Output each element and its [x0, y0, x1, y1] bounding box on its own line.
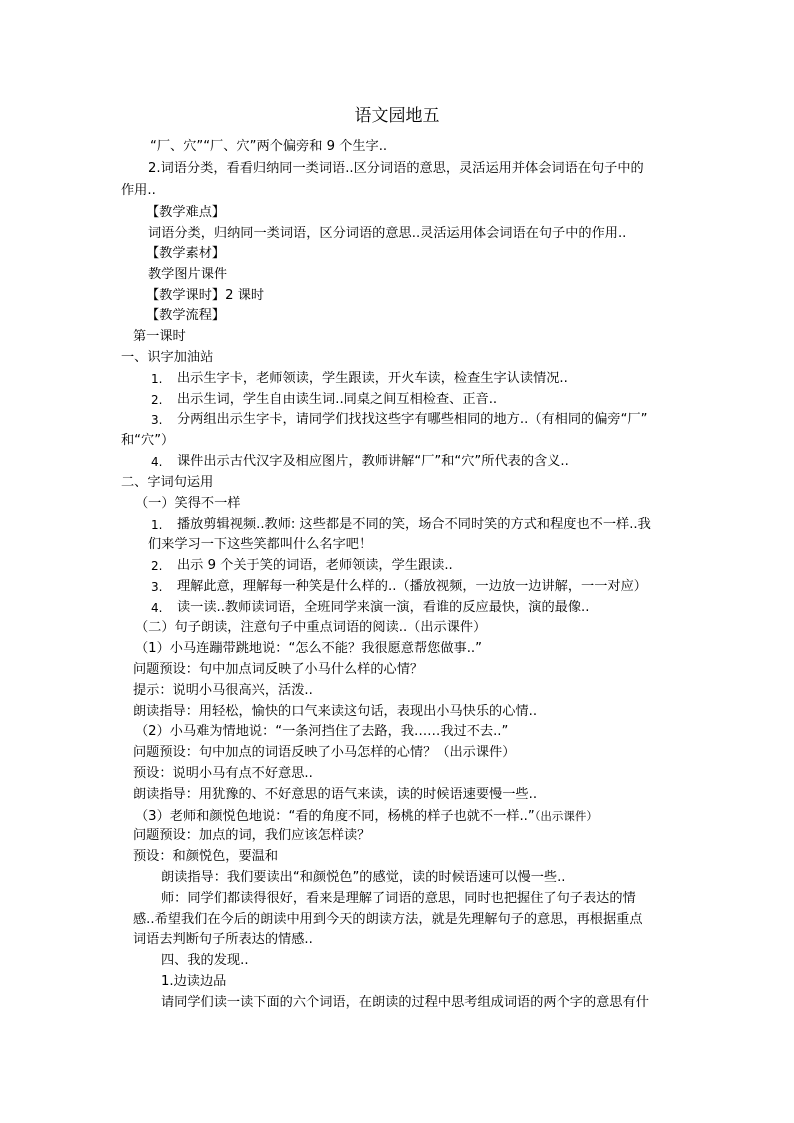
text-line: 问题预设：句中加点的词语反映了小马怎样的心情？（出示课件） — [133, 745, 516, 760]
section-heading: 【教学素材】 — [146, 246, 226, 261]
text-line: 问题预设：加点的词，我们应该怎样读？ — [133, 828, 371, 843]
list-number: 4. — [151, 601, 163, 615]
list-number: 1. — [151, 372, 163, 386]
text-line-note: （出示课件） — [534, 809, 598, 823]
text-line: 词语分类，归纳同一类词语，区分词语的意思..灵活运用体会词语在句子中的作用.. — [148, 226, 627, 241]
list-number: 3. — [151, 413, 163, 427]
subsection-heading: （二）句子朗读，注意句子中重点词语的阅读..（出示课件） — [135, 620, 487, 635]
text-line: 2.词语分类，看看归纳同一类词语..区分词语的意思，灵活运用并体会词语在句子中的 — [148, 161, 644, 176]
section-heading: 一、识字加油站 — [121, 350, 214, 365]
list-number: 1. — [151, 518, 163, 532]
text-line: 预设：说明小马有点不好意思.. — [133, 766, 313, 781]
list-item: 出示生字卡，老师领读，学生跟读，开火车读，检查生字认读情况.. — [177, 371, 568, 386]
text-line: 作用.. — [121, 183, 156, 198]
text-line: 朗读指导：用犹豫的、不好意思的语气来读，读的时候语速要慢一些.. — [133, 787, 538, 802]
text-line: 预设：和颜悦色，要温和 — [133, 849, 279, 864]
list-number: 2. — [151, 559, 163, 573]
text-line: 请同学们读一读下面的六个词语，在朗读的过程中思考组成词语的两个字的意思有什 — [161, 995, 649, 1010]
section-heading: 第一课时 — [133, 329, 186, 344]
list-number: 3. — [151, 580, 163, 594]
list-item: 分两组出示生字卡，请同学们找找这些字有哪些相同的地方..（有相同的偏旁“厂” — [177, 412, 648, 427]
list-item: 理解此意，理解每一种笑是什么样的..（播放视频，一边放一边讲解，一一对应） — [177, 579, 647, 594]
section-heading: 【教学课时】2 课时 — [146, 288, 265, 303]
list-item: 播放剪辑视频..教师: 这些都是不同的笑，场合不同时笑的方式和程度也不一样..我 — [177, 517, 651, 532]
text-line: 问题预设：句中加点词反映了小马什么样的心情？ — [133, 662, 424, 677]
section-heading: 【教学难点】 — [146, 205, 226, 220]
section-heading: 二、字词句运用 — [121, 475, 214, 490]
subsection-heading: （一）笑得不一样 — [135, 496, 241, 511]
text-line: 朗读指导：我们要读出“和颜悦色”的感觉，读的时候语速可以慢一些.. — [161, 870, 566, 885]
text-line: 和“穴”） — [121, 433, 175, 448]
text-line: （1）小马连蹦带跳地说：“怎么不能？我很愿意帮您做事..” — [135, 641, 482, 656]
text-line: 朗读指导：用轻松，愉快的口气来读这句话，表现出小马快乐的心情.. — [133, 704, 538, 719]
text-line: （2）小马难为情地说：“一条河挡住了去路，我……我过不去..” — [135, 724, 509, 739]
text-line: “厂、穴”“厂、穴”两个偏旁和 9 个生字.. — [150, 139, 388, 154]
text-line: 们来学习一下这些笑都叫什么名字吧！ — [148, 537, 373, 552]
text-line-main: （3）老师和颜悦色地说：“看的角度不同，杨桃的样子也就不一样..” — [135, 809, 535, 824]
text-line: 提示：说明小马很高兴，活泼.. — [133, 683, 313, 698]
section-heading: 四、我的发现.. — [161, 953, 249, 968]
list-item: 读一读..教师读词语，全班同学来演一演，看谁的反应最快，演的最像.. — [177, 600, 590, 615]
subsection-heading: 1.边读边品 — [161, 974, 227, 989]
text-line: 词语去判断句子所表达的情感.. — [133, 932, 313, 947]
text-line: 教学图片课件 — [148, 267, 228, 282]
text-line: 感..希望我们在今后的朗读中用到今天的朗读方法，就是先理解句子的意思，再根据重点 — [133, 912, 643, 927]
document-title: 语文园地五 — [354, 106, 440, 126]
list-number: 4. — [151, 455, 163, 469]
list-item: 课件出示古代汉字及相应图片，教师讲解“厂”和“穴”所代表的含义.. — [177, 454, 569, 469]
text-line: 师：同学们都读得很好，看来是理解了词语的意思，同时也把握住了句子表达的情 — [161, 891, 636, 906]
list-number: 2. — [151, 393, 163, 407]
section-heading: 【教学流程】 — [146, 308, 226, 323]
list-item: 出示 9 个关于笑的词语，老师领读，学生跟读.. — [177, 558, 453, 573]
text-line — [135, 806, 598, 827]
list-item: 出示生词，学生自由读生词..同桌之间互相检查、正音.. — [177, 392, 498, 407]
